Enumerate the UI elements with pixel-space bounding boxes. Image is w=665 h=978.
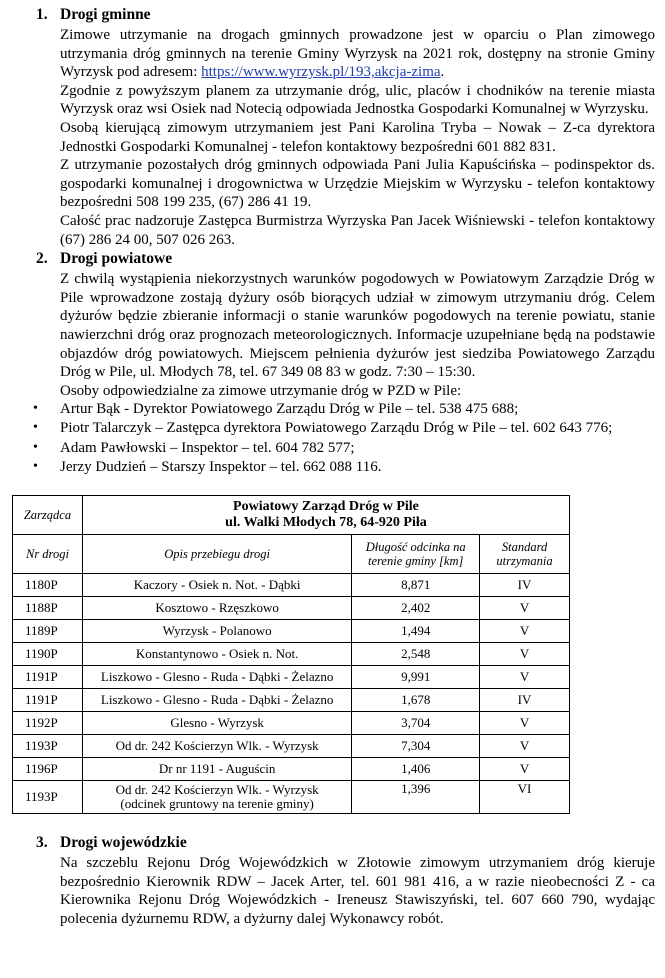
section-title: Drogi powiatowe [60,250,173,268]
section-title: Drogi wojewódzkie [60,834,187,852]
cell-standard: V [480,735,570,758]
bullet-icon: • [33,420,38,436]
roads-table [12,495,570,814]
paragraph-dyzury: Z chwilą wystąpienia niekorzystnych warunków pogodowych w Powiatowym Zarządzie Dróg w Pile wprowadzone zostają dyżury osób biorących udział w zimowym utrzymaniu dróg. Celem dyżurów będzie zbieranie informacji o stanie warunków pogodowych na terenie powiatu, stanie nawierzchni dróg oraz prognozach meteorologicznych. Informacje uzupełniane będą na podstawie objazdów dróg powiatowych. Miejscem pełnienia dyżurów jest siedziba Powiatowego Zarządu Dróg w Pile, ul. Młodych 78, tel. 67 349 08 83 w godz. 7:30 – 15:30. [60,271,655,381]
table-row [13,574,570,597]
cell-standard: V [480,712,570,735]
cell-nr: 1196P [13,758,83,781]
cell-dlugosc: 2,548 [352,643,480,666]
col-header-standard-line2: utrzymania [496,554,553,569]
paragraph-kierujaca: Osobą kierującą zimowym utrzymaniem jest Pani Karolina Tryba – Nowak – Z-ca dyrektora Jednostki Gospodarki Komunalnej - telefon kontaktowy bezpośredni 601 882 831. [60,119,655,155]
cell-standard: V [480,620,570,643]
list-item [0,400,665,419]
col-header-dlugosc [352,535,480,574]
cell-nr: 1191P [13,689,83,712]
table-row [13,781,570,814]
paragraph-osoby-intro: Osoby odpowiedzialne za zimowe utrzymanie dróg w PZD w Pile: [60,382,462,399]
col-header-dlugosc-line2: terenie gminy [km] [368,554,464,569]
table-header-row [13,496,570,535]
section-heading [0,834,665,854]
table-row [13,597,570,620]
cell-opis: Od dr. 242 Kościerzyn Wlk. - Wyrzysk [82,735,351,758]
table-row [13,735,570,758]
list-item [0,439,665,458]
section-number: 1. [36,6,48,23]
cell-standard: V [480,666,570,689]
section-drogi-wojewodzkie [0,834,665,928]
table-row [13,666,570,689]
section-title: Drogi gminne [60,6,151,23]
cell-standard: IV [480,574,570,597]
bullet-icon: • [33,439,38,455]
section-drogi-gminne [0,6,665,249]
cell-dlugosc: 8,871 [352,574,480,597]
col-header-opis: Opis przebiegu drogi [82,535,351,574]
zarzadca-label: Zarządca [13,496,83,535]
cell-standard: V [480,597,570,620]
cell-dlugosc: 1,406 [352,758,480,781]
responsible-persons-list [0,400,665,477]
person-text: Artur Bąk - Dyrektor Powiatowego Zarządu Dróg w Pile – tel. 538 475 688; [60,401,519,418]
document-page [0,6,665,928]
section-number: 3. [36,834,48,852]
cell-nr: 1188P [13,597,83,620]
paragraph-pozostale-drogi: Z utrzymanie pozostałych dróg gminnych odpowiada Pani Julia Kapuścińska – podinspektor ds. gospodarki komunalnej i drogownictwa w Urzędzie Miejskim w Wyrzysku - telefon kontaktowy bezpośredni 508 199 235, (67) 286 41 19. [60,157,655,211]
section-drogi-powiatowe [0,250,665,814]
col-header-standard-line1: Standard [501,540,548,555]
cell-standard: IV [480,689,570,712]
cell-opis-line2: (odcinek gruntowy na terenie gminy) [120,796,314,812]
cell-dlugosc: 9,991 [352,666,480,689]
col-header-standard [480,535,570,574]
cell-standard: V [480,758,570,781]
cell-nr: 1190P [13,643,83,666]
paragraph-plan [60,26,655,82]
paragraph-text: Zimowe utrzymanie na drogach gminnych prowadzone jest w oparciu o Plan zimowego utrzymania dróg gminnych na terenie Gminy Wyrzysk na 2021 rok, dostępny na stronie Gminy Wyrzysk pod adresem: [60,27,655,81]
cell-nr: 1180P [13,574,83,597]
cell-opis: Liszkowo - Glesno - Ruda - Dąbki - Żelazno [82,689,351,712]
cell-opis: Kaczory - Osiek n. Not. - Dąbki [82,574,351,597]
table-row [13,643,570,666]
cell-dlugosc: 7,304 [352,735,480,758]
zarzadca-name-line1: Powiatowy Zarząd Dróg w Pile [233,499,419,515]
person-text: Jerzy Dudzień – Starszy Inspektor – tel. 662 088 116. [60,458,382,475]
cell-dlugosc: 2,402 [352,597,480,620]
cell-nr: 1192P [13,712,83,735]
cell-dlugosc: 3,704 [352,712,480,735]
table-column-header-row [13,535,570,574]
table-row [13,620,570,643]
cell-nr: 1193P [13,781,83,814]
person-text: Piotr Talarczyk – Zastępca dyrektora Powiatowego Zarządu Dróg w Pile – tel. 602 643 776; [60,420,613,437]
wyrzysk-akcja-zima-link[interactable]: https://www.wyrzysk.pl/193,akcja-zima [201,64,441,81]
cell-opis [82,781,351,814]
section-heading [0,250,665,270]
bullet-icon: • [33,401,38,417]
list-item [0,419,665,438]
cell-opis: Dr nr 1191 - Auguścin [82,758,351,781]
cell-opis: Liszkowo - Glesno - Ruda - Dąbki - Żelazno [82,666,351,689]
zarzadca-name-line2: ul. Walki Młodych 78, 64-920 Piła [225,515,427,531]
cell-opis: Konstantynowo - Osiek n. Not. [82,643,351,666]
cell-opis: Wyrzysk - Polanowo [82,620,351,643]
section-number: 2. [36,250,48,268]
cell-dlugosc: 1,396 [352,781,480,814]
cell-dlugosc: 1,678 [352,689,480,712]
table-row [13,689,570,712]
cell-nr: 1193P [13,735,83,758]
paragraph-text-end: . [440,64,445,81]
cell-dlugosc: 1,494 [352,620,480,643]
person-text: Adam Pawłowski – Inspektor – tel. 604 782 577; [60,439,355,456]
cell-standard: V [480,643,570,666]
cell-nr: 1189P [13,620,83,643]
table-row [13,758,570,781]
cell-standard: VI [480,781,570,814]
zarzadca-name [82,496,569,535]
paragraph-rdw: Na szczeblu Rejonu Dróg Wojewódzkich w Złotowie zimowym utrzymaniem dróg kieruje bezpośrednio Kierownik RDW – Jacek Arter, tel. 601 981 416, a w razie nieobecności Z - ca Kierownika Rejonu Dróg Wojewódzkich - Ireneusz Stawiszyński, tel. 607 660 790, wydając polecenia dyżurnemu RDW, a dyżurny dalej Wykonawcy robót. [60,855,655,927]
col-header-dlugosc-line1: Długość odcinka na [365,540,466,555]
paragraph-nadzor: Całość prac nadzoruje Zastępca Burmistrza Wyrzyska Pan Jacek Wiśniewski - telefon kontaktowy (67) 286 24 00, 507 026 263. [60,212,655,248]
table-row [13,712,570,735]
cell-opis: Kosztowo - Rzęszkowo [82,597,351,620]
cell-nr: 1191P [13,666,83,689]
paragraph-jgk: Zgodnie z powyższym planem za utrzymanie dróg, ulic, placów i chodników na terenie miasta Wyrzysk oraz wsi Osiek nad Notecią odpowiada Jednostka Gospodarki Komunalnej w Wyrzysku. [60,82,655,118]
col-header-nr: Nr drogi [13,535,83,574]
section-heading [0,6,665,26]
list-item [0,458,665,477]
cell-opis-line1: Od dr. 242 Kościerzyn Wlk. - Wyrzysk [115,782,319,798]
bullet-icon: • [33,458,38,474]
cell-opis: Glesno - Wyrzysk [82,712,351,735]
